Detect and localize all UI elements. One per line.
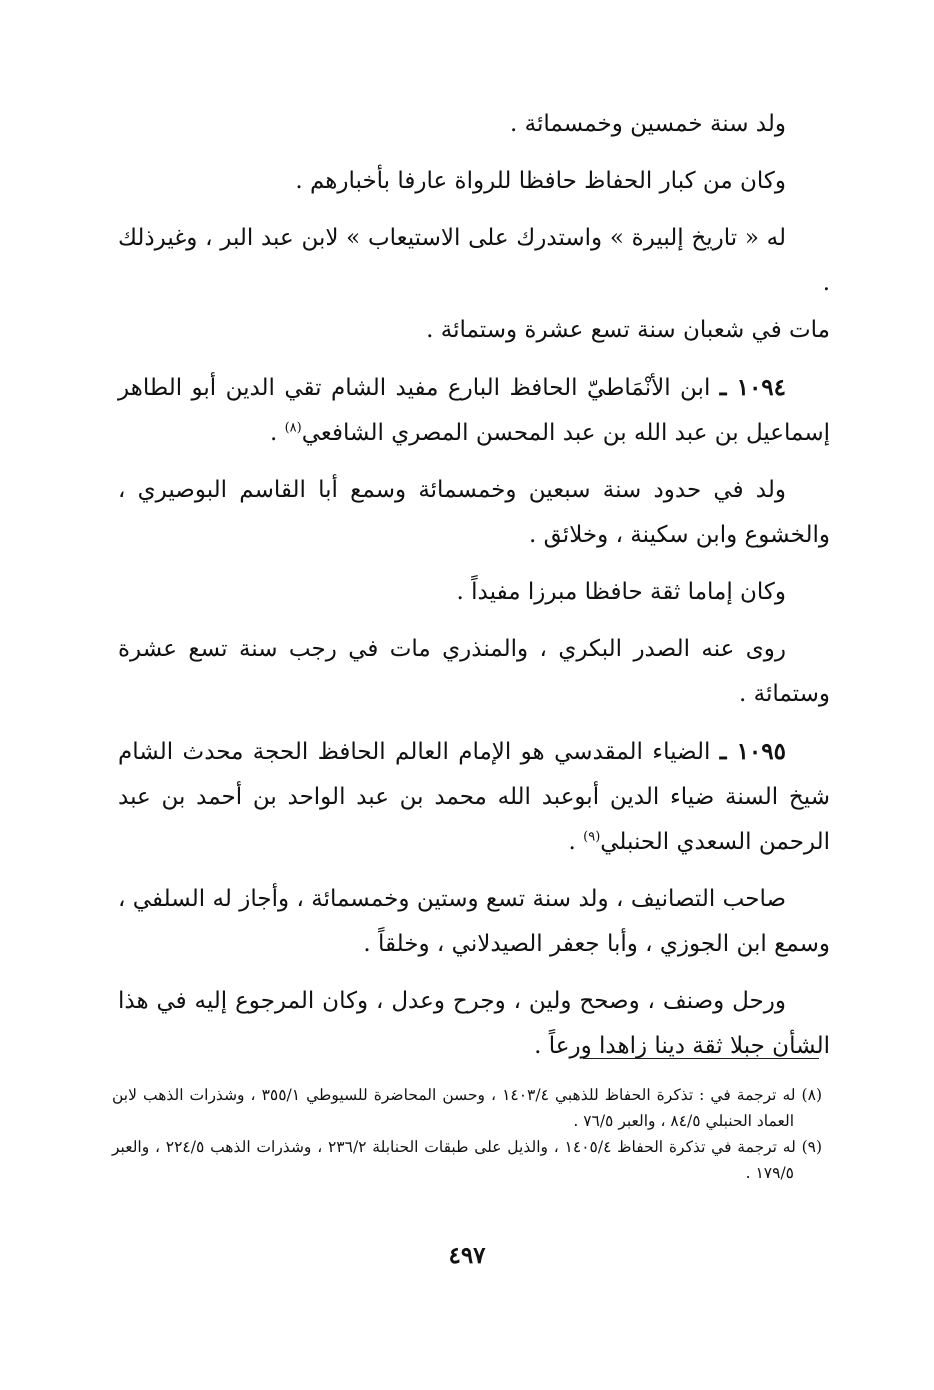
paragraph: ولد في حدود سنة سبعين وخمسمائة وسمع أبا القاسم البوصيري ، والخشوع وابن سكينة ، وخلائق .: [118, 477, 830, 548]
paragraph: صاحب التصانيف ، ولد سنة تسع وستين وخمسمائة ، وأجاز له السلفي ، وسمع ابن الجوزي ، وأبا جعفر الصيدلاني ، وخلقاً .: [118, 886, 830, 957]
paragraph: وكان من كبار الحفاظ حافظا للرواة عارفا بأخبارهم .: [295, 168, 786, 194]
entry-number: ١٠٩٥ ـ: [719, 738, 786, 765]
paragraph: وكان إماما ثقة حافظا مبرزا مفيداً .: [456, 579, 786, 605]
paragraph: مات في شعبان سنة تسع عشرة وستمائة .: [426, 317, 830, 343]
entry-end: .: [568, 829, 584, 855]
footnote: (٩) له ترجمة في تذكرة الحفاظ ١٤٠٥/٤ ، والذيل على طبقات الحنابلة ٢٣٦/٢ ، وشذرات الذهب ٢٢٤/٥ ، والعبر ١٧٩/٥ .: [112, 1138, 823, 1182]
paragraph: ورحل وصنف ، وصحح ولين ، وجرح وعدل ، وكان المرجوع إليه في هذا الشأن جبلا ثقة دينا زاهدا ورعاً .: [118, 988, 830, 1059]
entry-1095: [118, 729, 830, 865]
paragraph: له « تاريخ إلبيرة » واستدرك على الاستيعاب » لابن عبد البر ، وغيرذلك .: [118, 225, 830, 296]
main-text: [118, 102, 830, 1081]
footnote-divider: [583, 1058, 819, 1059]
page-number: ٤٩٧: [448, 1242, 486, 1269]
footnote: (٨) له ترجمة في : تذكرة الحفاظ للذهبي ١٤٠٣/٤ ، وحسن المحاضرة للسيوطي ٣٥٥/١ ، وشذرات الذهب لابن العماد الحنبلي ٨٤/٥ ، والعبر ٧٦/٥ .: [112, 1086, 822, 1130]
footnote-ref: (٩): [583, 829, 601, 845]
entry-text: ابن الأنْمَاطيّ الحافظ البارع مفيد الشام تقي الدين أبو الطاهر إسماعيل بن عبد الله بن عبد المحسن المصري الشافعي: [118, 375, 830, 446]
entry-end: .: [269, 420, 285, 446]
paragraph: ولد سنة خمسين وخمسمائة .: [510, 111, 786, 137]
footnote-ref: (٨): [284, 420, 302, 436]
entry-1094: [118, 365, 830, 456]
footnotes: [112, 1082, 822, 1186]
entry-number: ١٠٩٤ ـ: [719, 374, 787, 401]
paragraph: روى عنه الصدر البكري ، والمنذري مات في رجب سنة تسع عشرة وستمائة .: [118, 636, 830, 707]
entry-text: الضياء المقدسي هو الإمام العالم الحافظ الحجة محدث الشام شيخ السنة ضياء الدين أبوعبد الله محمد بن عبد الواحد بن أحمد بن عبد الرحمن السعدي الحنبلي: [118, 739, 830, 855]
